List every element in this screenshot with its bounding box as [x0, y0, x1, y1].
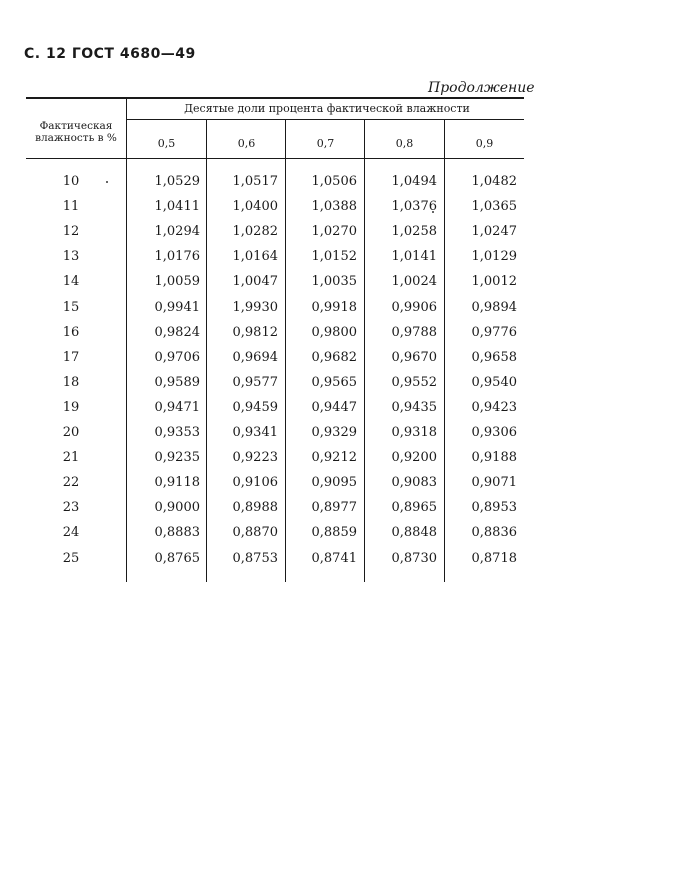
table-cell: 0,9306: [471, 425, 517, 440]
row-moisture-value: 18: [62, 375, 80, 390]
table-cell: 0,8718: [471, 551, 517, 566]
table-cell: 1,0482: [471, 174, 517, 189]
table-cell: 1,0047: [232, 274, 278, 289]
table-cell: 0,9447: [311, 400, 357, 415]
table-cell: 0,9918: [311, 300, 357, 315]
table-cell: 0,9435: [391, 400, 437, 415]
scan-speck: [106, 181, 108, 183]
table-cell: 0,9941: [154, 300, 200, 315]
table-cell: 0,9200: [391, 450, 437, 465]
table-cell: 0,9706: [154, 350, 200, 365]
table-cell: 1,0141: [391, 249, 437, 264]
table-cell: 1,9930: [232, 300, 278, 315]
row-moisture-value: 17: [62, 350, 80, 365]
table-cell: 0,9682: [311, 350, 357, 365]
header-bottom-rule: [26, 158, 524, 159]
table-cell: 0,8953: [471, 500, 517, 515]
table-cell: 1,0411: [154, 199, 200, 214]
table-cell: 0,8965: [391, 500, 437, 515]
table-cell: 0,8870: [232, 525, 278, 540]
table-cell: 0,9471: [154, 400, 200, 415]
table-cell: 0,9658: [471, 350, 517, 365]
table-cell: 0,9459: [232, 400, 278, 415]
column-header: 0,7: [316, 137, 335, 150]
moisture-column-header: Фактическая влажность в %: [35, 120, 117, 144]
table-cell: 0,9223: [232, 450, 278, 465]
table-cell: 0,9540: [471, 375, 517, 390]
table-cell: 0,9341: [232, 425, 278, 440]
table-cell: 1,0258: [391, 224, 437, 239]
table-cell: 0,8848: [391, 525, 437, 540]
table-cell: 0,9235: [154, 450, 200, 465]
table-cell: 0,9071: [471, 475, 517, 490]
table-cell: 1,0059: [154, 274, 200, 289]
table-cell: 1,0270: [311, 224, 357, 239]
row-moisture-value: 10: [62, 174, 80, 189]
row-moisture-value: 11: [62, 199, 80, 214]
table-cell: 0,9894: [471, 300, 517, 315]
row-moisture-value: 20: [62, 425, 80, 440]
row-moisture-value: 22: [62, 475, 80, 490]
table-cell: 0,9212: [311, 450, 357, 465]
table-cell: 0,8753: [232, 551, 278, 566]
row-moisture-value: 24: [62, 525, 80, 540]
table-cell: 0,8765: [154, 551, 200, 566]
row-moisture-value: 19: [62, 400, 80, 415]
table-cell: 0,9694: [232, 350, 278, 365]
table-cell: 0,9577: [232, 375, 278, 390]
table-cell: 0,8730: [391, 551, 437, 566]
column-header: 0,9: [475, 137, 494, 150]
table-cell: 0,9565: [311, 375, 357, 390]
table-cell: 0,8836: [471, 525, 517, 540]
table-cell: 0,8988: [232, 500, 278, 515]
row-moisture-value: 13: [62, 249, 80, 264]
table-cell: 0,9552: [391, 375, 437, 390]
table-cell: 0,9000: [154, 500, 200, 515]
table-cell: 0,8741: [311, 551, 357, 566]
column-divider: [126, 99, 127, 582]
column-divider: [285, 120, 286, 582]
table-cell: 0,9670: [391, 350, 437, 365]
row-moisture-value: 12: [62, 224, 80, 239]
table-cell: 1,0176: [154, 249, 200, 264]
table-cell: 1,0376: [391, 199, 437, 214]
table-cell: 0,9353: [154, 425, 200, 440]
column-divider: [206, 120, 207, 582]
table-cell: 0,9188: [471, 450, 517, 465]
table-cell: 1,0529: [154, 174, 200, 189]
table-cell: 1,0400: [232, 199, 278, 214]
column-group-header: Десятые доли процента фактической влажности: [184, 102, 470, 115]
column-header: 0,6: [237, 137, 256, 150]
table-cell: 1,0294: [154, 224, 200, 239]
table-cell: 0,9906: [391, 300, 437, 315]
table-cell: 0,9788: [391, 325, 437, 340]
row-moisture-value: 25: [62, 551, 80, 566]
table-cell: 0,9329: [311, 425, 357, 440]
row-moisture-value: 21: [62, 450, 80, 465]
table-cell: 0,9106: [232, 475, 278, 490]
table-top-rule: [26, 97, 524, 99]
column-header: 0,5: [157, 137, 176, 150]
table-cell: 0,9824: [154, 325, 200, 340]
table-cell: 0,9423: [471, 400, 517, 415]
table-cell: 0,8977: [311, 500, 357, 515]
row-moisture-value: 23: [62, 500, 80, 515]
continuation-label: Продолжение: [428, 80, 535, 96]
table-cell: 0,9095: [311, 475, 357, 490]
table-cell: 0,9118: [154, 475, 200, 490]
row-moisture-value: 14: [62, 274, 80, 289]
table-cell: 1,0012: [471, 274, 517, 289]
table-cell: 1,0024: [391, 274, 437, 289]
row-moisture-value: 16: [62, 325, 80, 340]
table-cell: 1,0388: [311, 199, 357, 214]
table-cell: 1,0517: [232, 174, 278, 189]
table-cell: 0,9776: [471, 325, 517, 340]
table-cell: 0,9589: [154, 375, 200, 390]
table-cell: 0,9318: [391, 425, 437, 440]
column-header: 0,8: [395, 137, 414, 150]
column-divider: [364, 120, 365, 582]
table-cell: 1,0506: [311, 174, 357, 189]
table-cell: 1,0365: [471, 199, 517, 214]
header-group-rule: [126, 119, 524, 120]
table-cell: 0,8883: [154, 525, 200, 540]
page-header: С. 12 ГОСТ 4680—49: [24, 46, 196, 62]
table-cell: 0,9083: [391, 475, 437, 490]
table-cell: 0,8859: [311, 525, 357, 540]
table-cell: 1,0247: [471, 224, 517, 239]
table-cell: 1,0282: [232, 224, 278, 239]
table-cell: 0,9800: [311, 325, 357, 340]
table-cell: 1,0035: [311, 274, 357, 289]
table-cell: 1,0494: [391, 174, 437, 189]
table-cell: 1,0129: [471, 249, 517, 264]
table-cell: 1,0152: [311, 249, 357, 264]
table-cell: 0,9812: [232, 325, 278, 340]
column-divider: [444, 120, 445, 582]
row-moisture-value: 15: [62, 300, 80, 315]
table-cell: 1,0164: [232, 249, 278, 264]
